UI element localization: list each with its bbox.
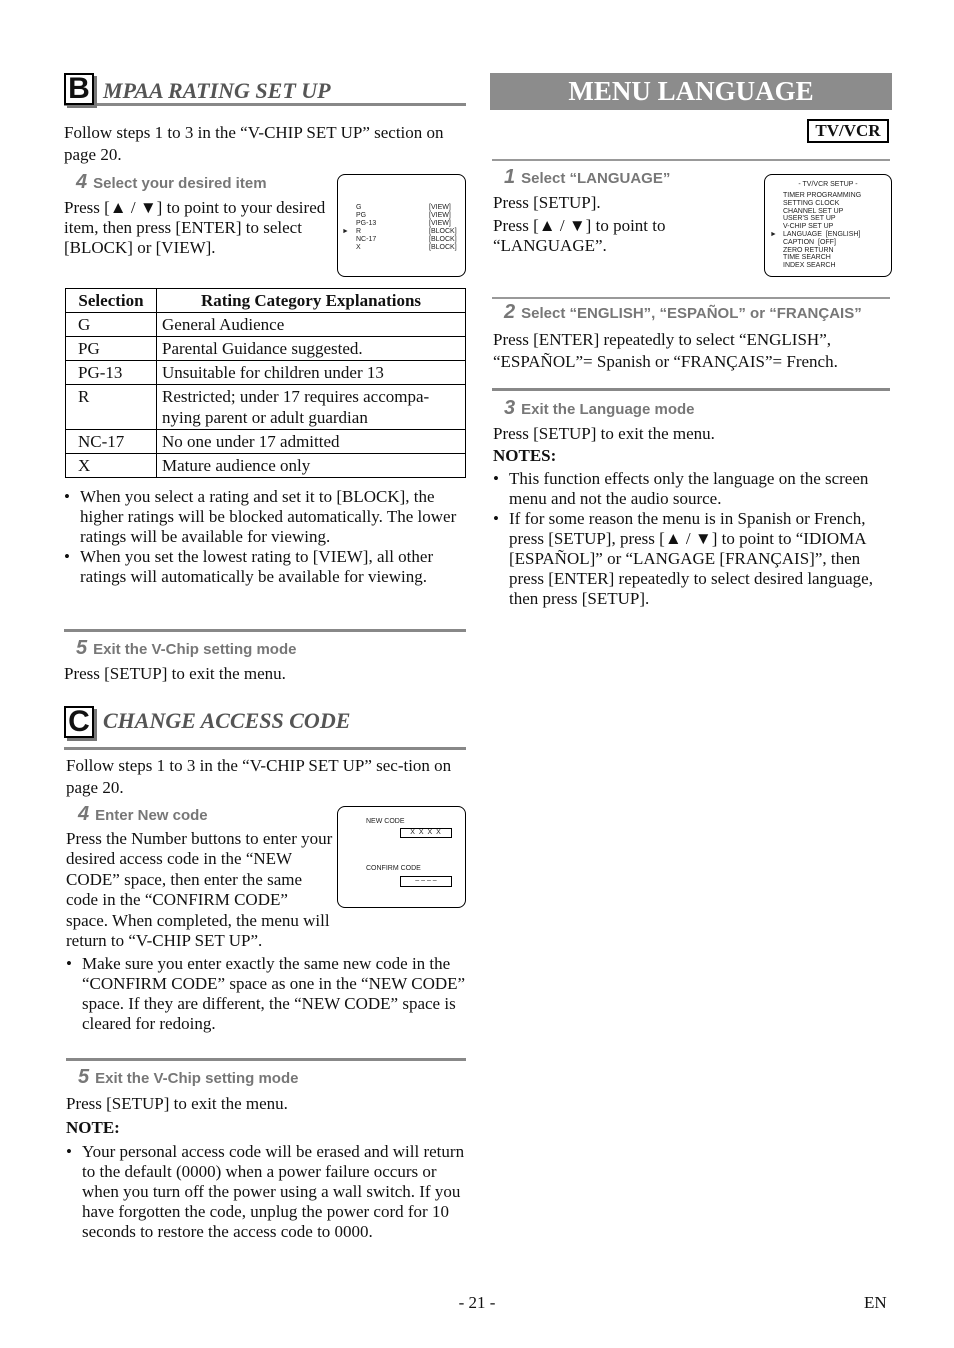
bracket-open: [ [429,204,431,211]
rating-list [342,204,460,252]
step-title: Select “ENGLISH”, “ESPAÑOL” or “FRANÇAIS” [521,305,862,322]
ml-step3-text: Press [SETUP] to exit the menu. [493,424,715,443]
section-c-bullets [66,954,466,1034]
rating-state-value: BLOCK [430,244,455,251]
section-c-step5-rule [66,1058,466,1061]
setup-menu-item [769,247,889,255]
table-cell-explanation: No one under 17 admitted [157,430,466,454]
step-number: 4 [78,803,90,825]
table-cell-selection: NC-17 [66,430,157,454]
rating-state-value: VIEW [430,212,449,219]
table-header-explanations: Rating Category Explanations [157,289,466,313]
bracket-close: ] [448,204,451,211]
setup-menu-item [769,208,889,216]
bracket-close: ] [448,220,451,227]
menu-language-banner [490,73,892,110]
table-row [66,313,466,337]
section-b-letter: B [64,73,94,105]
rating-screen-row [356,244,460,252]
step-number: 2 [504,301,516,323]
table-row [66,385,466,430]
ml-step1-heading [504,167,670,189]
rating-code: R [356,228,362,235]
rating-code: PG [356,212,367,219]
rating-state-value: BLOCK [430,236,455,243]
step-title: Exit the Language mode [521,401,695,418]
rating-state [429,244,457,252]
rating-code: X [356,244,361,251]
bracket-close: ] [454,236,457,243]
table-row [66,337,466,361]
step-title: Select “LANGUAGE” [521,170,671,187]
section-c-step5-text: Press [SETUP] to exit the menu. [66,1094,288,1113]
section-b-top-rule [64,103,466,106]
section-b-step5-text: Press [SETUP] to exit the menu. [64,664,286,683]
rating-state-value: BLOCK [430,228,455,235]
step-number: 3 [504,397,516,419]
setup-menu-label: V-CHIP SET UP [783,223,834,231]
table-row [66,454,466,478]
step-number: 5 [76,637,88,659]
setup-menu-label: CHANNEL SET UP [783,207,844,215]
rating-screen-row [356,204,460,212]
rating-screen [337,174,466,277]
table-cell-explanation: Restricted; under 17 requires accompa-nying parent or adult guardian [157,385,466,430]
step-number: 4 [76,171,88,193]
section-b-step5-rule [64,629,466,632]
confirm-code-field: – – – – [400,876,452,887]
setup-menu-label: INDEX SEARCH [783,262,836,270]
rating-screen-row [342,228,460,236]
step-number: 5 [78,1066,90,1088]
table-row [66,361,466,385]
table-row [66,430,466,454]
setup-menu-label: ZERO RETURN [783,246,834,254]
setup-menu-label: CAPTION [OFF] [783,238,836,246]
bracket-open: [ [429,212,431,219]
rating-screen-row [356,220,460,228]
section-b-step4-heading [76,172,267,194]
tvvcr-setup-screen [764,174,892,277]
section-c-note-label: NOTE: [66,1118,120,1137]
setup-menu-item [769,223,889,231]
list-item: • When you select a rating and set it to [BLOCK], the higher ratings will be blocked automatically. The lower ratings will be available for viewing. [64,487,466,547]
section-b-step4-text: Press [▲ / ▼] to point to your desired item, then press [ENTER] to select [BLOCK] or [VIEW]. [64,198,326,257]
step-title: Exit the V-Chip setting mode [95,1070,299,1087]
confirm-code-label: CONFIRM CODE [366,865,421,872]
setup-menu-item [769,262,889,270]
section-c-step4-text [66,829,426,951]
rating-table [65,288,466,478]
rating-state-value: VIEW [430,220,449,227]
bracket-open: [ [429,220,431,227]
step-number: 1 [504,166,516,188]
cursor-arrow-icon: ► [770,230,777,238]
tv-vcr-badge: TV/VCR [807,119,889,143]
setup-screen-title: - TV/VCR SETUP - [798,181,858,188]
rating-screen-row [356,236,460,244]
table-cell-explanation: General Audience [157,313,466,337]
bracket-open: [ [429,244,431,251]
table-cell-selection: PG-13 [66,361,157,385]
table-cell-selection: G [66,313,157,337]
step-title: Select your desired item [93,175,267,192]
section-b-step5-heading [76,638,296,660]
language-code: EN [864,1293,887,1312]
setup-menu-item [769,239,889,247]
list-item: • Your personal access code will be erased and will return to the default (0000) when a power failure occurs or when you turn off the power using a wall switch. If you have forgotten the code, unplug the power cord for 10 seconds to restore the access code to 0000. [66,1142,466,1242]
setup-menu-item [769,254,889,262]
cursor-arrow-icon: ► [342,228,349,235]
rating-state [429,204,451,212]
rating-state-value: VIEW [430,204,449,211]
rating-state [429,236,457,244]
bracket-open: [ [429,228,431,235]
rating-code: NC-17 [356,236,377,243]
ml-step3-heading [504,398,694,420]
list-item: • If for some reason the menu is in Spanish or French, press [SETUP], press [▲ / ▼] to point to “IDIOMA [ESPAÑOL]” or “LANGAGE [FRANÇAIS]”, then press [ENTER] repeatedly to select desired language, then press [SETUP]. [493,509,891,609]
setup-menu-item [769,215,889,223]
table-header-row [66,289,466,313]
table-header-selection: Selection [66,289,157,313]
section-c-note-bullets [66,1142,466,1242]
setup-menu-item [769,192,889,200]
list-item: • When you set the lowest rating to [VIEW], all other ratings will automatically be available for viewing. [64,547,466,587]
table-cell-selection: R [66,385,157,430]
step-title: Exit the V-Chip setting mode [93,641,297,658]
step-title: Enter New code [95,807,208,824]
setup-menu-item [769,200,889,208]
new-code-field: X X X X [400,828,452,838]
section-b-bullets [64,487,466,587]
setup-menu-item [769,231,889,239]
section-c-top-rule [64,747,466,750]
setup-menu-label: TIMER PROGRAMMING [783,192,862,199]
ml-step3-rule [492,388,890,391]
table-cell-explanation: Parental Guidance suggested. [157,337,466,361]
setup-menu-label: SETTING CLOCK [783,199,840,207]
bracket-open: [ [429,236,431,243]
section-c-step4-heading [78,804,208,826]
section-b-intro: Follow steps 1 to 3 in the “V-CHIP SET UP” section on page 20. [64,123,444,164]
ml-step2-rule [492,297,890,299]
ml-step1-text1: Press [SETUP]. [493,193,601,212]
section-c-letter: C [64,706,94,738]
list-item: • Make sure you enter exactly the same new code in the “CONFIRM CODE” space as one in the “NEW CODE” space. If they are different, the “NEW CODE” space is cleared for redoing. [66,954,466,1034]
table-cell-selection: X [66,454,157,478]
rating-screen-row [356,212,460,220]
ml-notes-list [493,469,891,609]
setup-menu-label: TIME SEARCH [783,254,831,262]
section-b-title: MPAA RATING SET UP [103,78,331,103]
bracket-close: ] [454,244,457,251]
setup-menu-label: LANGUAGE [ENGLISH] [783,230,861,238]
section-c-intro: Follow steps 1 to 3 in the “V-CHIP SET UP” sec-tion on page 20. [66,756,452,797]
list-item: • This function effects only the language on the screen menu and not the audio source. [493,469,891,509]
setup-menu-list [769,192,889,270]
ml-step1-text2: Press [▲ / ▼] to point to “LANGUAGE”. [493,216,666,255]
table-cell-explanation: Unsuitable for children under 13 [157,361,466,385]
menu-language-title: MENU LANGUAGE [568,76,814,106]
ml-step2-heading [504,302,862,324]
rating-code: PG-13 [356,220,377,227]
rating-state [429,212,451,220]
ml-step2-text: Press [ENTER] repeatedly to select “ENGLISH”, “ESPAÑOL”= Spanish or “FRANÇAIS”= French. [493,330,838,371]
rating-state [429,220,451,228]
step4-text-block: Press the Number buttons to enter your desired access code in the “NEW CODE” space, then enter the same code in the “CONFIRM CODE” space. When completed, the menu will return to “V-CHIP SET UP”. [66,829,333,951]
table-cell-selection: PG [66,337,157,361]
table-cell-explanation: Mature audience only [157,454,466,478]
bracket-close: ] [454,228,457,235]
section-c-step5-heading [78,1067,298,1089]
setup-menu-label: USER'S SET UP [783,215,836,223]
page-number: - 21 - [458,1293,496,1312]
section-c-title: CHANGE ACCESS CODE [103,708,351,733]
ml-notes-label: NOTES: [493,446,557,465]
bracket-close: ] [448,212,451,219]
rating-state [429,228,457,236]
rating-code: G [356,204,362,211]
new-code-label: NEW CODE [366,818,405,825]
ml-step1-rule [492,159,890,161]
